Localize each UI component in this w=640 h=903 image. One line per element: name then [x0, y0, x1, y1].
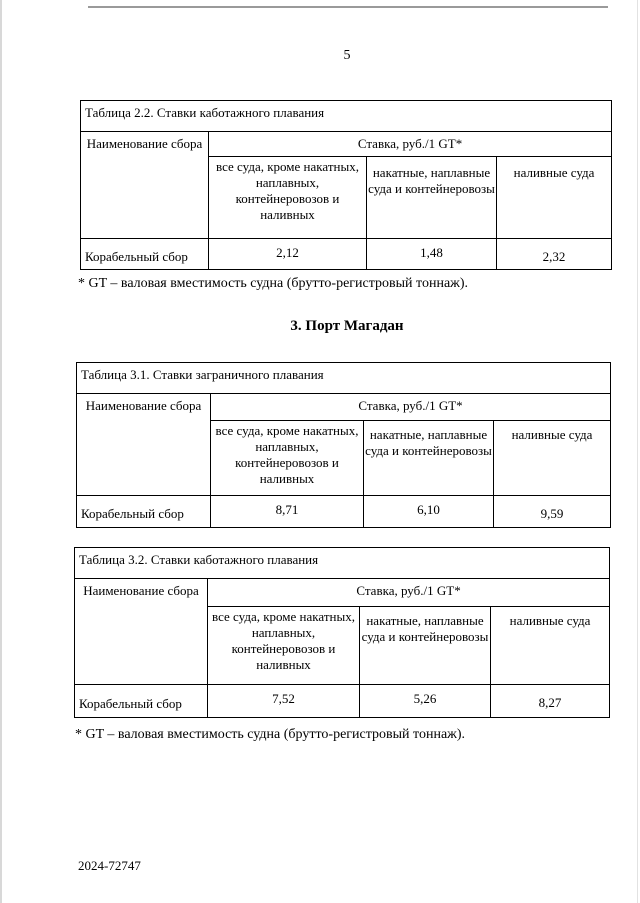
value-cell: 2,32: [497, 239, 612, 270]
value-cell: 8,71: [211, 496, 364, 528]
value-cell: 2,12: [209, 239, 367, 270]
row-label: Корабельный сбор: [81, 239, 209, 270]
value-cell: 8,27: [491, 685, 610, 718]
value-cell: 7,52: [208, 685, 360, 718]
scan-top-line: [88, 6, 608, 8]
header-tankers: наливные суда: [497, 157, 612, 239]
value-cell: 5,26: [360, 685, 491, 718]
table-caption: Таблица 2.2. Ставки каботажного плавания: [81, 101, 612, 132]
header-roro-container: накатные, наплавные суда и контейнеровозы: [360, 607, 491, 685]
value-cell: 6,10: [364, 496, 494, 528]
table-3-2: [74, 547, 610, 718]
header-tankers: наливные суда: [494, 421, 611, 496]
value-cell: 1,48: [367, 239, 497, 270]
header-all-vessels: все суда, кроме накатных, наплавных, контейнеровозов и наливных: [211, 421, 364, 496]
value-cell: 9,59: [494, 496, 611, 528]
table-caption: Таблица 3.2. Ставки каботажного плавания: [75, 548, 610, 579]
table-2-2: [80, 100, 612, 270]
header-rate: Ставка, руб./1 GT*: [211, 394, 611, 421]
header-rate: Ставка, руб./1 GT*: [208, 579, 610, 607]
footnote: * GT – валовая вместимость судна (брутто-регистровый тоннаж).: [75, 727, 465, 742]
scan-left-edge: [0, 0, 2, 903]
row-label: Корабельный сбор: [75, 685, 208, 718]
header-roro-container: накатные, наплавные суда и контейнеровозы: [367, 157, 497, 239]
header-fee-name: Наименование сбора: [81, 132, 209, 239]
row-label: Корабельный сбор: [77, 496, 211, 528]
header-all-vessels: все суда, кроме накатных, наплавных, контейнеровозов и наливных: [209, 157, 367, 239]
header-roro-container: накатные, наплавные суда и контейнеровозы: [364, 421, 494, 496]
page-number: 5: [343, 48, 351, 63]
table-3-1: [76, 362, 611, 528]
header-fee-name: Наименование сбора: [77, 394, 211, 496]
header-rate: Ставка, руб./1 GT*: [209, 132, 612, 157]
header-all-vessels: все суда, кроме накатных, наплавных, контейнеровозов и наливных: [208, 607, 360, 685]
scan-right-edge: [637, 0, 638, 903]
table-caption: Таблица 3.1. Ставки заграничного плавания: [77, 363, 611, 394]
document-code: 2024-72747: [78, 858, 141, 873]
section-title: 3. Порт Магадан: [290, 318, 404, 334]
footnote: * GT – валовая вместимость судна (брутто-регистровый тоннаж).: [78, 276, 468, 291]
header-tankers: наливные суда: [491, 607, 610, 685]
header-fee-name: Наименование сбора: [75, 579, 208, 685]
